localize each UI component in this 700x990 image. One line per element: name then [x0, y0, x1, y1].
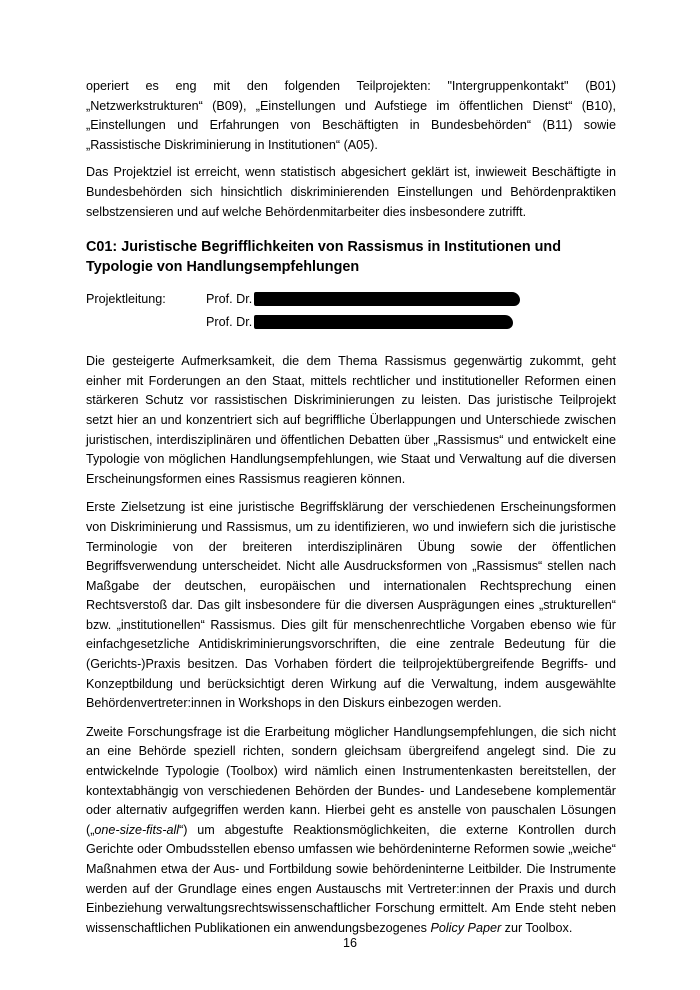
intro-paragraph-1: operiert es eng mit den folgenden Teilprojekten: "Intergruppenkontakt" (B01) „Netzwerkstrukturen“ (B09), „Einstellungen und Aufstiege im öffentlichen Dienst“ (B10), „Einstellungen und Erfahrungen von Beschäftigten in Bundesbehörden“ (B11) sowie „Rassistische Diskriminierung in Institutionen“ (A05).: [86, 79, 616, 152]
leader-title: Prof. Dr.: [206, 315, 253, 330]
project-leadership: [86, 289, 616, 332]
leader-row: [86, 312, 616, 332]
redacted-name-bar: [254, 292, 520, 306]
paragraph-3-italic-phrase: one-size-fits-all: [94, 822, 180, 837]
policy-paper-term: Policy Paper: [430, 920, 502, 935]
body-paragraph-2: Erste Zielsetzung ist eine juristische Begriffsklärung der verschiedenen Erscheinungsformen von Diskriminierung und Rassismus, um zu identifizieren, wo und inwiefern sich die juristische Terminologie von der breiteren interdisziplinären Übung sowie der öffentlichen Begriffsverwendung unterscheidet. Nicht alle Ausdrucksformen von „Rassismus“ stellen nach Maßgabe der deutschen, europäischen und internationalen Rechtsprechung einen Rechtsverstoß dar. Das gilt insbesondere für die diversen Ausprägungen eines „strukturellen“ bzw. „institutionellen“ Rassismus. Dies gilt für menschenrechtliche Vorgaben ebenso wie für einfachgesetzliche Antidiskriminierungsvorschriften, die eine zentrale Bedeutung für die (Gerichts-)Praxis besitzen. Das Vorhaben fördert die teilprojektübergreifende Begriffs- und Konzeptbildung und berücksichtigt deren Wirkung auf die Verwaltung, indem ausgewählte Behördenvertreter:innen in Workshops in den Diskurs einbezogen werden.: [86, 500, 616, 711]
body-paragraph-1: Die gesteigerte Aufmerksamkeit, die dem Thema Rassismus gegenwärtig zukommt, geht einher mit Forderungen an den Staat, mittels rechtlicher und institutioneller Reformen einen stärkeren Schutz vor rassistischen Diskriminierungen zu leisten. Das juristische Teilprojekt setzt hier an und konzentriert sich auf begriffliche Überlappungen und Unterschiede zwischen juristischen, interdisziplinären und öffentlichen Debatten über „Rassismus“ und entwickelt eine Typologie von möglichen Handlungsempfehlungen, wie Staat und Verwaltung auf die diversen Erscheinungsformen eines Rassismus reagieren können.: [86, 354, 616, 486]
page-number: 16: [342, 936, 357, 950]
leader-row: [86, 289, 616, 309]
paragraph-3-text-e: zur Toolbox.: [501, 920, 573, 935]
leadership-label: Projektleitung:: [86, 292, 166, 307]
redacted-name-bar: [254, 315, 513, 329]
paragraph-3-text-c: “) um abgestufte Reaktionsmöglichkeiten, die externe Kontrollen durch Gerichte oder Ombudsstellen ebenso umfassen wie behördeninterne Reformen sowie „weiche“ Maßnahmen etwa der Aus- und Fortbildung sowie behördeninterne Leitbilder. Die Instrumente werden auf der Grundlage eines engen Austauschs mit Vertreter:innen der Praxis und durch Einbeziehung verwaltungsrechtswissenschaftlicher Forschung ermittelt. Am Ende steht neben wissenschaftlichen Publikationen ein anwendungsbezogenes: [86, 822, 616, 935]
leader-title: Prof. Dr.: [206, 292, 253, 307]
body-paragraph-3: [86, 723, 616, 939]
intro-paragraph-2: Das Projektziel ist erreicht, wenn statistisch abgesichert geklärt ist, inwieweit Beschäftigte in Bundesbehörden sich hinsichtlich diskriminierenden Einstellungen und Behördenpraktiken selbstzensieren und auf welche Behördenmitarbeiter dies insbesondere zutrifft.: [86, 165, 616, 219]
section-heading: C01: Juristische Begrifflichkeiten von Rassismus in Institutionen und Typologie von Handlungsempfehlungen: [86, 239, 561, 276]
paragraph-3-text-a: Zweite Forschungsfrage ist die Erarbeitung möglicher Handlungsempfehlungen, die sich nicht an eine Behörde speziell richten, sondern gleichsam übergreifend angelegt sind. Die zu entwickelnde Typologie (Toolbox) wird nämlich einen Instrumentenkasten bereitstellen, der kontextabhängig von verschiedenen Behörden der Bundes- und Landesebene komplementär oder alternativ aufgegriffen werden kann. Hierbei geht es anstelle von pauschalen Lösungen („: [86, 724, 616, 837]
